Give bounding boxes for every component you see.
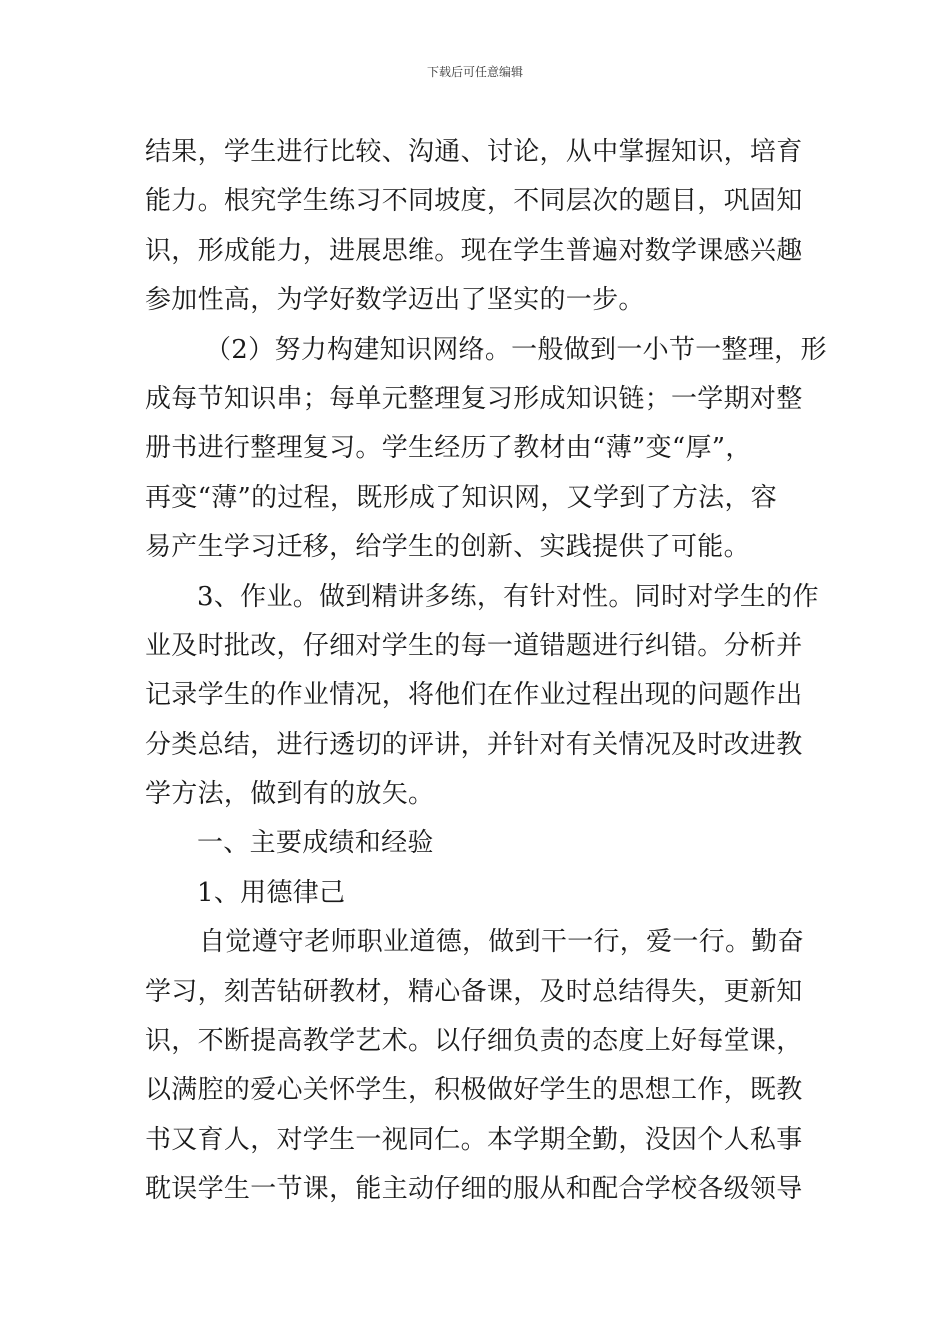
text-line: 参加性高，为学好数学迈出了坚实的一步。 bbox=[145, 285, 645, 316]
text-line: 分类总结，进行透切的评讲，并针对有关情况及时改进教 bbox=[145, 729, 803, 760]
text-line: 书又育人，对学生一视同仁。本学期全勤，没因个人私事 bbox=[145, 1124, 803, 1155]
text-line: 以满腔的爱心关怀学生，积极做好学生的思想工作，既教 bbox=[145, 1075, 803, 1106]
text-line: 成每节知识串；每单元整理复习形成知识链；一学期对整 bbox=[145, 383, 803, 414]
text-line: 再变“薄”的过程，既形成了知识网，又学到了方法，容 bbox=[145, 482, 778, 513]
document-body bbox=[145, 128, 827, 1215]
paragraph-start-line: （2）努力构建知识网络。一般做到一小节一整理，形 bbox=[205, 334, 827, 365]
paragraph-start-line: 3、作业。做到精讲多练，有针对性。同时对学生的作 bbox=[197, 581, 819, 612]
text-line: 识，形成能力，进展思维。现在学生普遍对数学课感兴趣 bbox=[145, 235, 803, 266]
page-header: 下载后可任意编辑 bbox=[426, 65, 523, 79]
paragraph-start-line: 自觉遵守老师职业道德，做到干一行，爱一行。勤奋 bbox=[199, 927, 804, 958]
text-line: 能力。根究学生练习不同坡度，不同层次的题目，巩固知 bbox=[145, 186, 803, 217]
text-line: 结果，学生进行比较、沟通、讨论，从中掌握知识，培育 bbox=[145, 137, 803, 167]
text-line: 耽误学生一节课，能主动仔细的服从和配合学校各级领导 bbox=[145, 1174, 803, 1205]
text-line: 记录学生的作业情况，将他们在作业过程出现的问题作出 bbox=[145, 680, 803, 711]
text-line: 易产生学习迁移，给学生的创新、实践提供了可能。 bbox=[145, 532, 750, 563]
section-heading: 一、主要成绩和经验 bbox=[197, 828, 434, 859]
text-line: 册书进行整理复习。学生经历了教材由“薄”变“厚”， bbox=[145, 433, 752, 464]
text-line: 业及时批改，仔细对学生的每一道错题进行纠错。分析并 bbox=[145, 630, 803, 661]
text-line: 学方法，做到有的放矢。 bbox=[145, 779, 435, 810]
text-line: 学习，刻苦钻研教材，精心备课，及时总结得失，更新知 bbox=[145, 976, 803, 1007]
subsection-heading: 1、用德律己 bbox=[197, 877, 346, 908]
text-line: 识，不断提高教学艺术。以仔细负责的态度上好每堂课， bbox=[145, 1026, 803, 1057]
